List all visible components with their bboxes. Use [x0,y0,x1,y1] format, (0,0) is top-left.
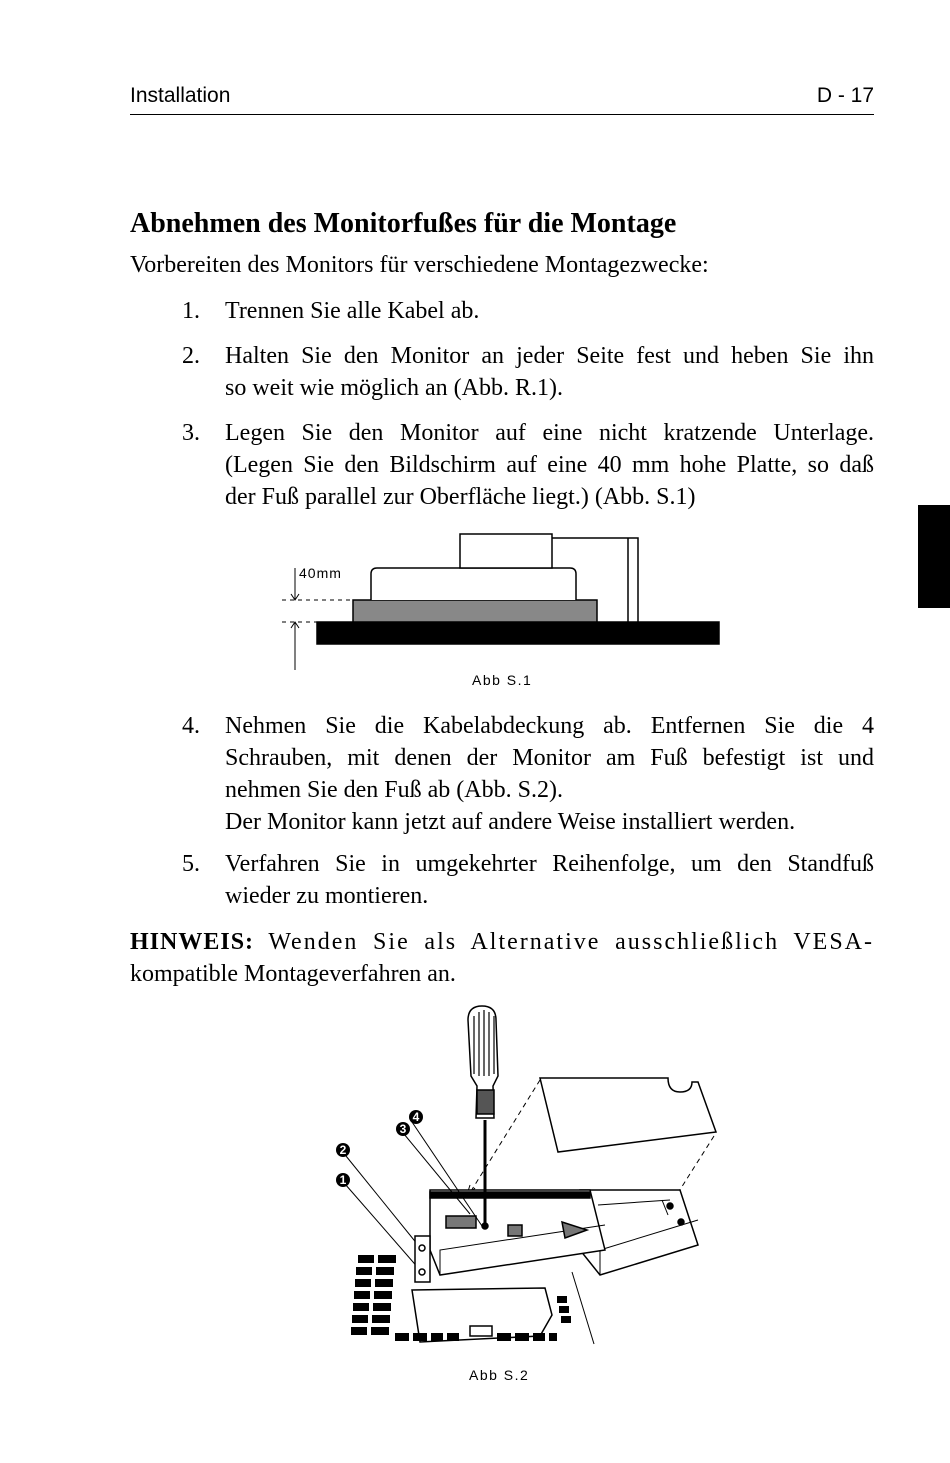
dimension-label: 40mm [299,565,342,581]
step-text: Trennen Sie alle Kabel ab. [225,298,480,324]
page-number: D - 17 [816,84,874,107]
step-text: Verfahren Sie in umgekehrter Reihenfolge, um den Standfuß wieder zu montieren. [225,851,874,909]
step-text: Nehmen Sie die Kabelabdeckung ab. Entfernen Sie die 4 Schrauben, mit denen der Monitor am Fuß befestigt ist und nehmen Sie den Fuß ab (Abb. S.2). Der Monitor kann jetzt auf andere Weise installiert werden. [225,713,874,835]
figure-caption: Abb S.1 [472,672,533,688]
figure-caption: Abb S.2 [469,1367,530,1383]
note-text-continued: kompatible Montageverfahren an. [130,961,456,987]
step-number: 2. [182,343,200,369]
step-number: 5. [182,851,200,877]
header-section: Installation [130,84,231,107]
table-surface [317,622,719,644]
step-number: 1. [182,298,200,324]
step-text: Legen Sie den Monitor auf eine nicht kratzende Unterlage. (Legen Sie den Bildschirm auf eine 40 mm hohe Platte, so daß der Fuß parallel zur Oberfläche liegt.) (Abb. S.1) [225,420,874,510]
callout-4: 4 [412,1110,420,1124]
monitor-neck [460,534,552,568]
note-label: HINWEIS: [130,929,255,955]
intro-text: Vorbereiten des Monitors für verschiedene Montagezwecke: [130,252,709,278]
step-number: 3. [182,420,200,446]
section-title: Abnehmen des Monitorfußes für die Montage [130,208,677,239]
step-number: 4. [182,713,200,739]
cable-cover [540,1078,716,1152]
monitor-front [371,568,576,600]
note [130,926,874,990]
note-text: Wenden Sie als Alternative ausschließlich VESA- [268,929,874,955]
figure-s2 [0,1000,950,1360]
step-text: Halten Sie den Monitor an jeder Seite fest und heben Sie ihn so weit wie möglich an (Abb. R.1). [225,343,874,401]
callout-3: 3 [399,1122,407,1136]
callout-2: 2 [339,1143,347,1157]
page-header [130,82,874,115]
support-plate [353,600,597,622]
callout-1: 1 [339,1173,347,1187]
